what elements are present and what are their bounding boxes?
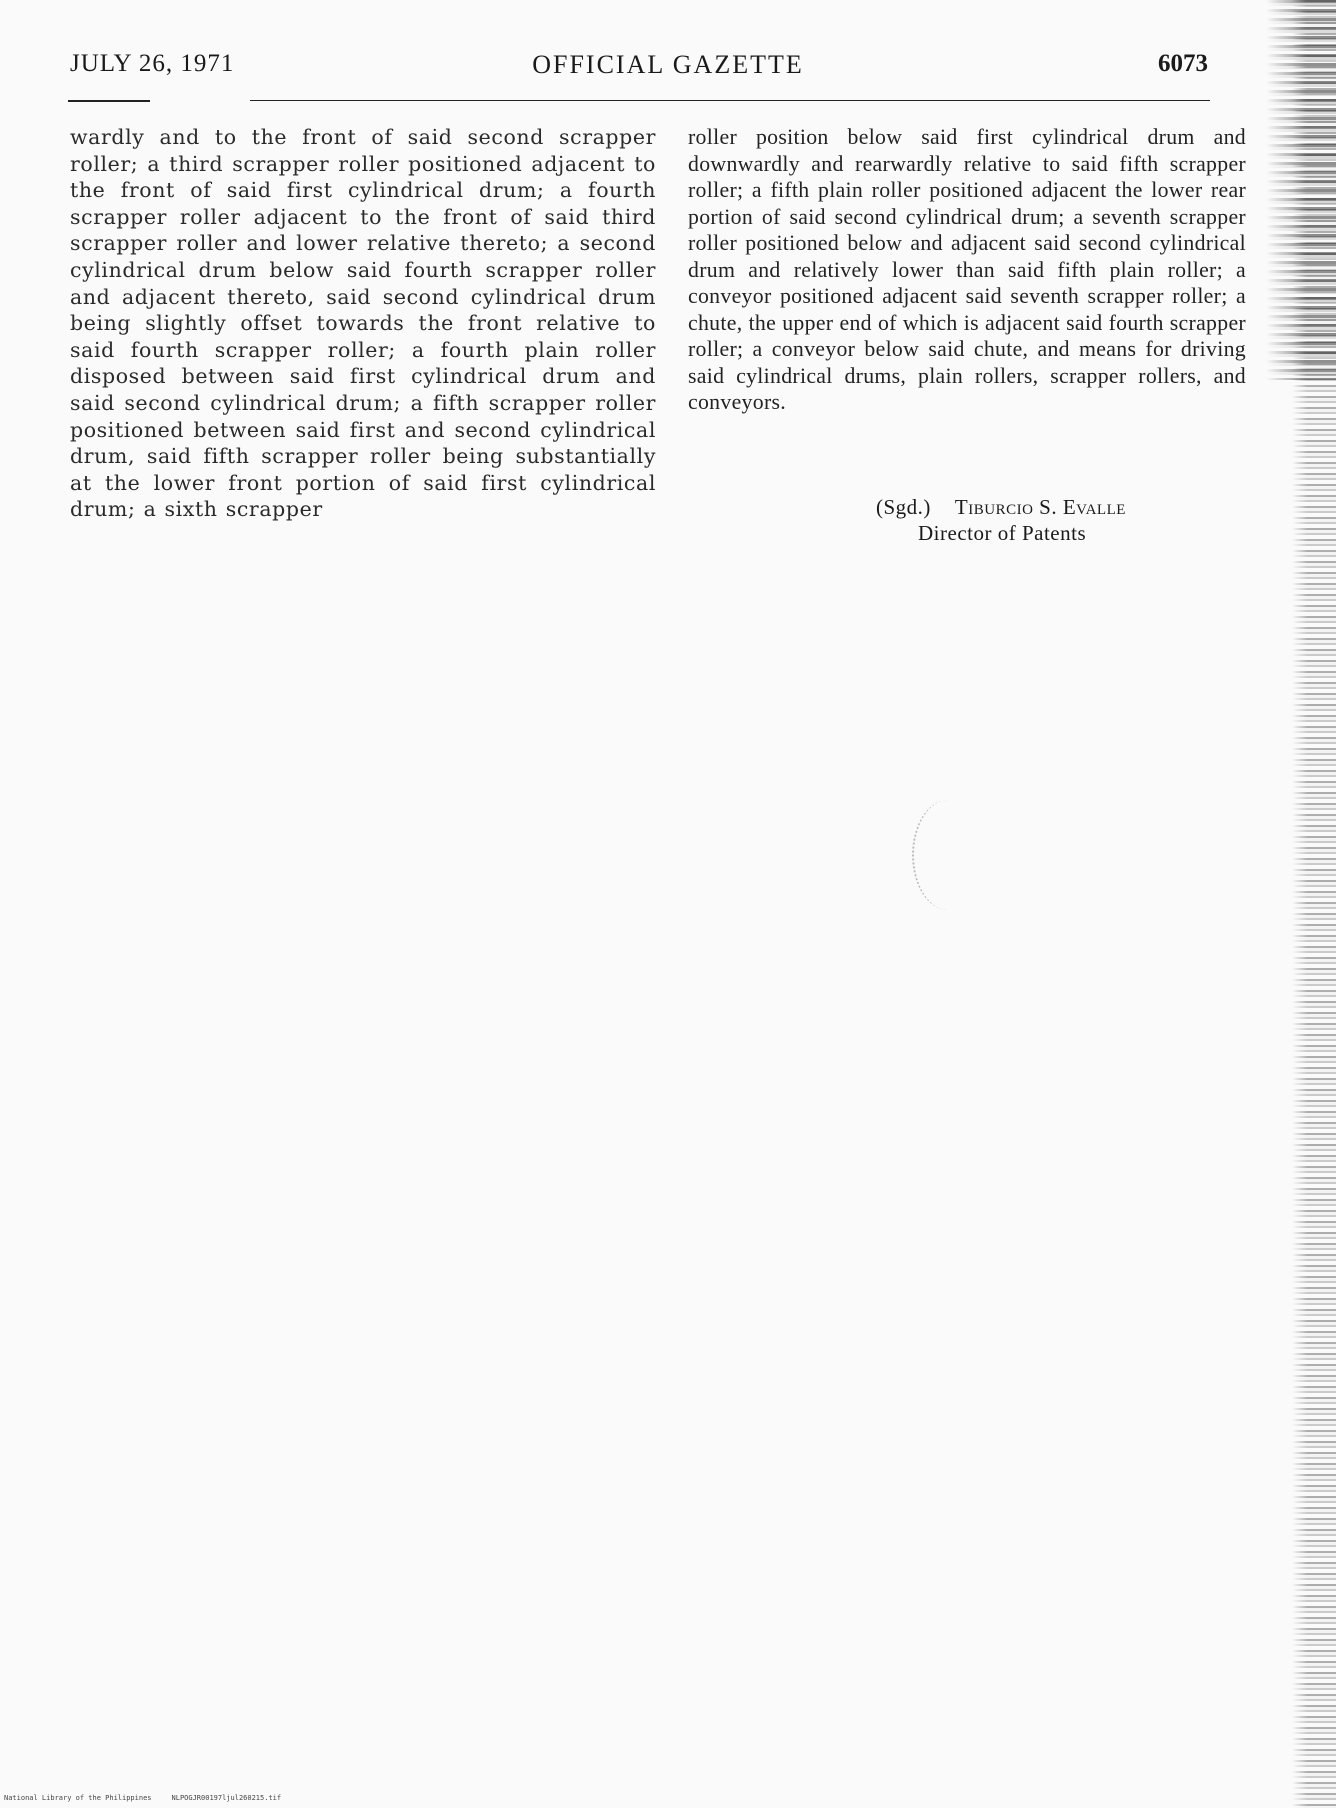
- header-date: JULY 26, 1971: [70, 50, 235, 77]
- header-page-number: 6073: [1158, 50, 1208, 77]
- footer-library: National Library of the Philippines: [4, 1794, 152, 1802]
- scan-edge-noise-top: [1266, 0, 1336, 380]
- right-column: [688, 124, 1246, 416]
- left-column-text: wardly and to the front of said second scrapper roller; a third scrapper roller positioned adjacent to the front of said first cylindrical drum; a fourth scrapper roller adjacent to the front of said third scrapper roller and lower relative thereto; a second cylindrical drum below said fourth scrapper roller and adjacent thereto, said second cylindrical drum being slightly offset towards the front relative to said fourth scrapper roller; a fourth plain roller disposed between said first cylindrical drum and said second cylindrical drum; a fifth scrapper roller positioned between said first and second cylindrical drum, said fifth scrapper roller being substantially at the lower front portion of said first cylindrical drum; a sixth scrapper: [70, 125, 656, 522]
- header-rule: [250, 100, 1210, 101]
- signature-block: [760, 494, 1260, 546]
- signatory-name: Tiburcio S. Evalle: [954, 495, 1126, 519]
- header-rule-left: [68, 100, 150, 102]
- signature-line: [760, 494, 1260, 520]
- footer-filename: NLPOGJR00197ljul260215.tif: [171, 1794, 282, 1802]
- scan-smudge: [912, 800, 984, 910]
- right-column-text: roller position below said first cylindrical drum and downwardly and rearwardly relative to said fifth scrapper roller; a fifth plain roller positioned adjacent the lower rear portion of said second cylindrical drum; a seventh scrapper roller positioned below and adjacent said second cylindrical drum and relatively lower than said fifth plain roller; a conveyor positioned adjacent said seventh scrapper roller; a chute, the upper end of which is adjacent said fourth scrapper roller; a conveyor below said chute, and means for driving said cylindrical drums, plain rollers, scrapper rollers, and conveyors.: [688, 125, 1246, 414]
- left-column: [70, 124, 656, 523]
- header-title: OFFICIAL GAZETTE: [532, 50, 804, 79]
- signature-prefix: (Sgd.): [876, 495, 931, 519]
- signatory-title: Director of Patents: [918, 521, 1087, 545]
- scan-footer: [4, 1794, 281, 1802]
